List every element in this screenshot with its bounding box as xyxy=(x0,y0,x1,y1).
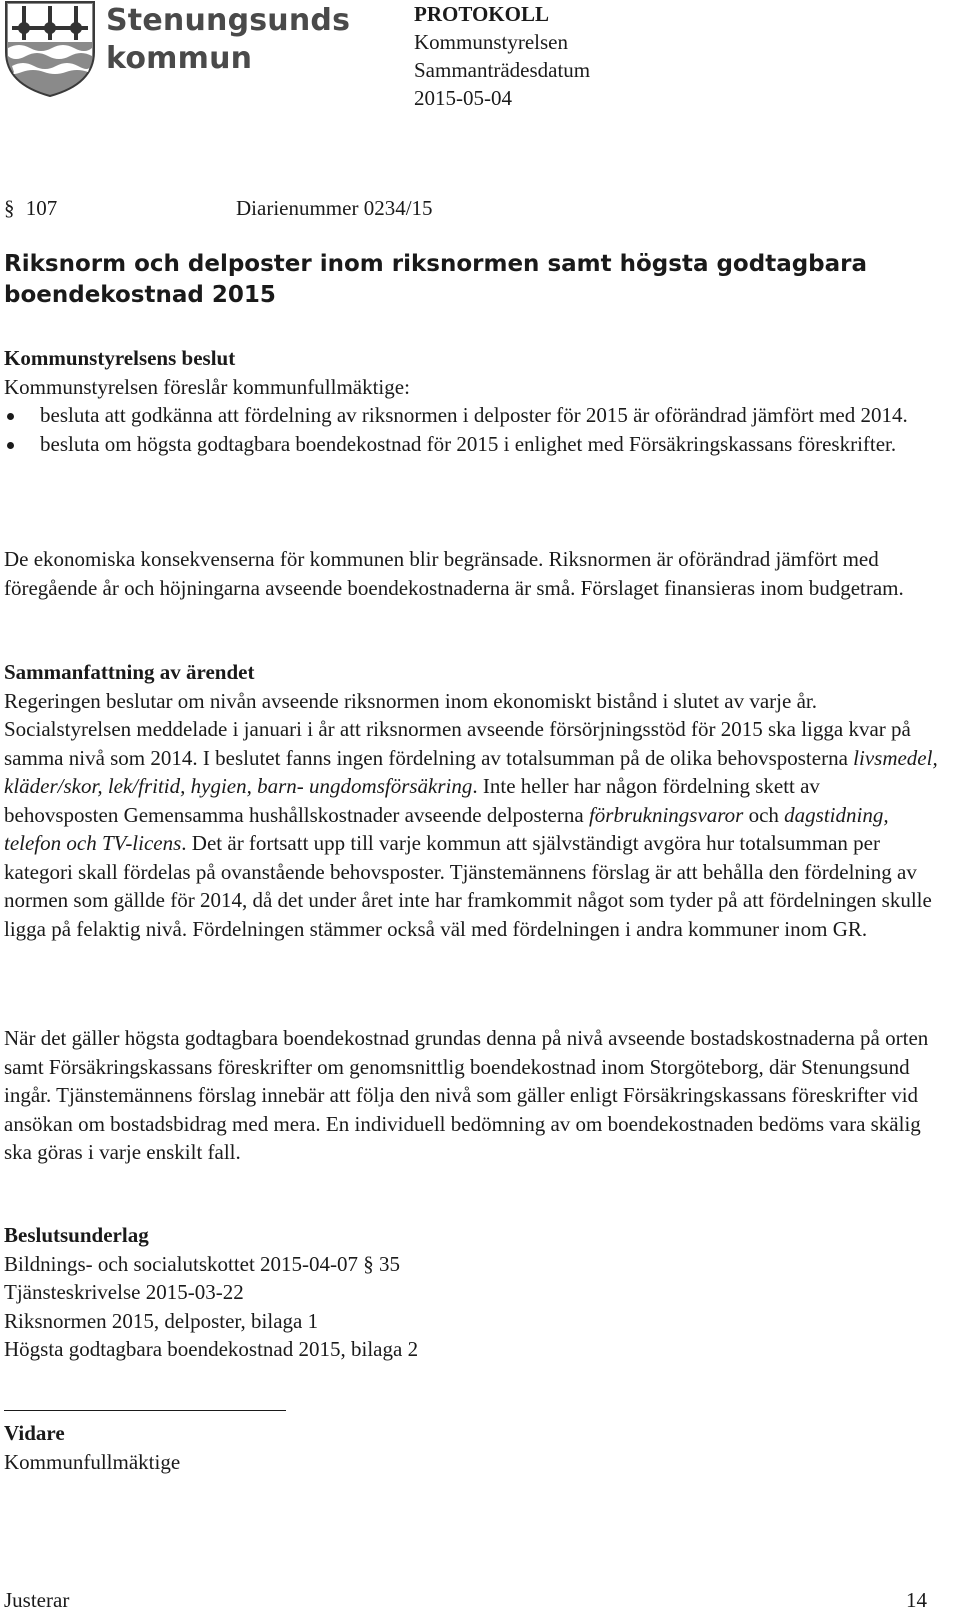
paragraph-number xyxy=(4,196,57,221)
footer-label: Justerar xyxy=(4,1588,70,1612)
meeting-date: 2015-05-04 xyxy=(414,86,512,110)
list-item-text: besluta om högsta godtagbara boendekostnad för 2015 i enlighet med Försäkringskassans föreskrifter. xyxy=(40,431,897,456)
section-symbol: § xyxy=(4,196,15,220)
decision-list xyxy=(4,401,939,458)
page-title-line-2: boendekostnad 2015 xyxy=(4,282,276,308)
protocol-title: PROTOKOLL xyxy=(414,2,549,26)
bullet-icon xyxy=(7,442,14,449)
basis-item: Tjänsteskrivelse 2015-03-22 xyxy=(4,1280,244,1304)
list-item xyxy=(4,401,939,430)
municipality-logo xyxy=(4,0,96,98)
divider-line xyxy=(4,1410,286,1411)
italic-run: dagstidning, telefon och TV-licens xyxy=(4,802,889,855)
page-title-line-1: Riksnorm och delposter inom riksnormen samt högsta godtagbara xyxy=(4,251,868,277)
text-run: . Det är fortsatt upp till varje kommun att självständigt avgöra hur totalsumman per kategori skall fördelas på ovanstående behovsposter. Tjänstemännens förslag är att behålla den fördelning av normen som gällde för 2014, då det under året inte har framkommit något som tyder på att fördelningen skulle ligga på felaktig nivå. Fördelningen stämmer också väl med fördelningen i andra kommuner inom GR. xyxy=(4,831,932,941)
text-run: Regeringen beslutar om nivån avseende riksnormen inom ekonomiskt bistånd i slutet av varje år. Socialstyrelsen meddelade i januari i år att riksnormen avseende försörjningsstöd för 2015 ska ligga kvar på samma nivå som 2014. I beslutet fanns ingen fördelning av totalsumman på de olika behovsposterna xyxy=(4,688,911,770)
text-run: . Inte heller har någon fördelning skett av behovsposten Gemensamma hushållskostnader avseende delposterna xyxy=(4,774,820,827)
italic-run: förbrukningsvaror xyxy=(588,802,744,827)
basis-item: Bildnings- och socialutskottet 2015-04-07 § 35 xyxy=(4,1251,401,1276)
decision-section xyxy=(4,344,939,458)
forward-recipient: Kommunfullmäktige xyxy=(4,1449,181,1474)
basis-title: Beslutsunderlag xyxy=(4,1223,149,1247)
page-title xyxy=(4,249,939,311)
list-item-text: besluta att godkänna att fördelning av riksnormen i delposter för 2015 är oförändrad jämfört med 2014. xyxy=(40,403,908,427)
logo-line-1: Stenungsunds xyxy=(106,3,351,38)
forward-section xyxy=(4,1419,939,1476)
page-number: 14 xyxy=(906,1588,927,1612)
protocol-body: Kommunstyrelsen xyxy=(414,30,568,54)
coat-of-arms-icon xyxy=(4,0,96,98)
basis-section xyxy=(4,1221,939,1364)
basis-item: Riksnormen 2015, delposter, bilaga 1 xyxy=(4,1308,319,1333)
summary-title: Sammanfattning av ärendet xyxy=(4,660,255,684)
decision-title: Kommunstyrelsens beslut xyxy=(4,346,236,370)
meeting-date-label: Sammanträdesdatum xyxy=(414,58,591,82)
bullet-icon xyxy=(7,413,14,420)
decision-intro: Kommunstyrelsen föreslår kommunfullmäktige: xyxy=(4,374,410,399)
diary-number: Diarienummer 0234/15 xyxy=(236,196,433,220)
paragraph-number-value: 107 xyxy=(25,196,58,220)
summary-paragraph-1 xyxy=(4,687,939,944)
logo-line-2: kommun xyxy=(106,41,253,76)
consequences-paragraph: De ekonomiska konsekvenserna för kommunen blir begränsade. Riksnormen är oförändrad jämfört med föregående år och höjningarna avseende boendekostnaderna är små. Förslaget finansieras inom budgetram. xyxy=(4,547,904,600)
logo-text xyxy=(106,2,350,78)
protocol-header xyxy=(414,0,590,112)
text-run: och xyxy=(743,802,785,827)
basis-item: Högsta godtagbara boendekostnad 2015, bilaga 2 xyxy=(4,1337,419,1361)
summary-section xyxy=(4,658,939,943)
forward-title: Vidare xyxy=(4,1421,65,1445)
italic-run: livsmedel, kläder/skor, lek/fritid, hygien, barn- ungdomsförsäkring xyxy=(4,745,938,798)
summary-paragraph-2: När det gäller högsta godtagbara boendekostnad grundas denna på nivå avseende bostadskostnaderna på orten samt Försäkringskassans föreskrifter om genomsnittlig boendekostnad inom Storgöteborg, där Stenungsund ingår. Tjänstemännens förslag innebär att följa den nivå som gäller enligt Försäkringskassans föreskrifter vid ansökan om bostadsbidrag med mera. En individuell bedömning av om boendekostnaden bedöms vara skälig ska göras i varje enskilt fall. xyxy=(4,1026,929,1164)
list-item xyxy=(4,430,939,459)
